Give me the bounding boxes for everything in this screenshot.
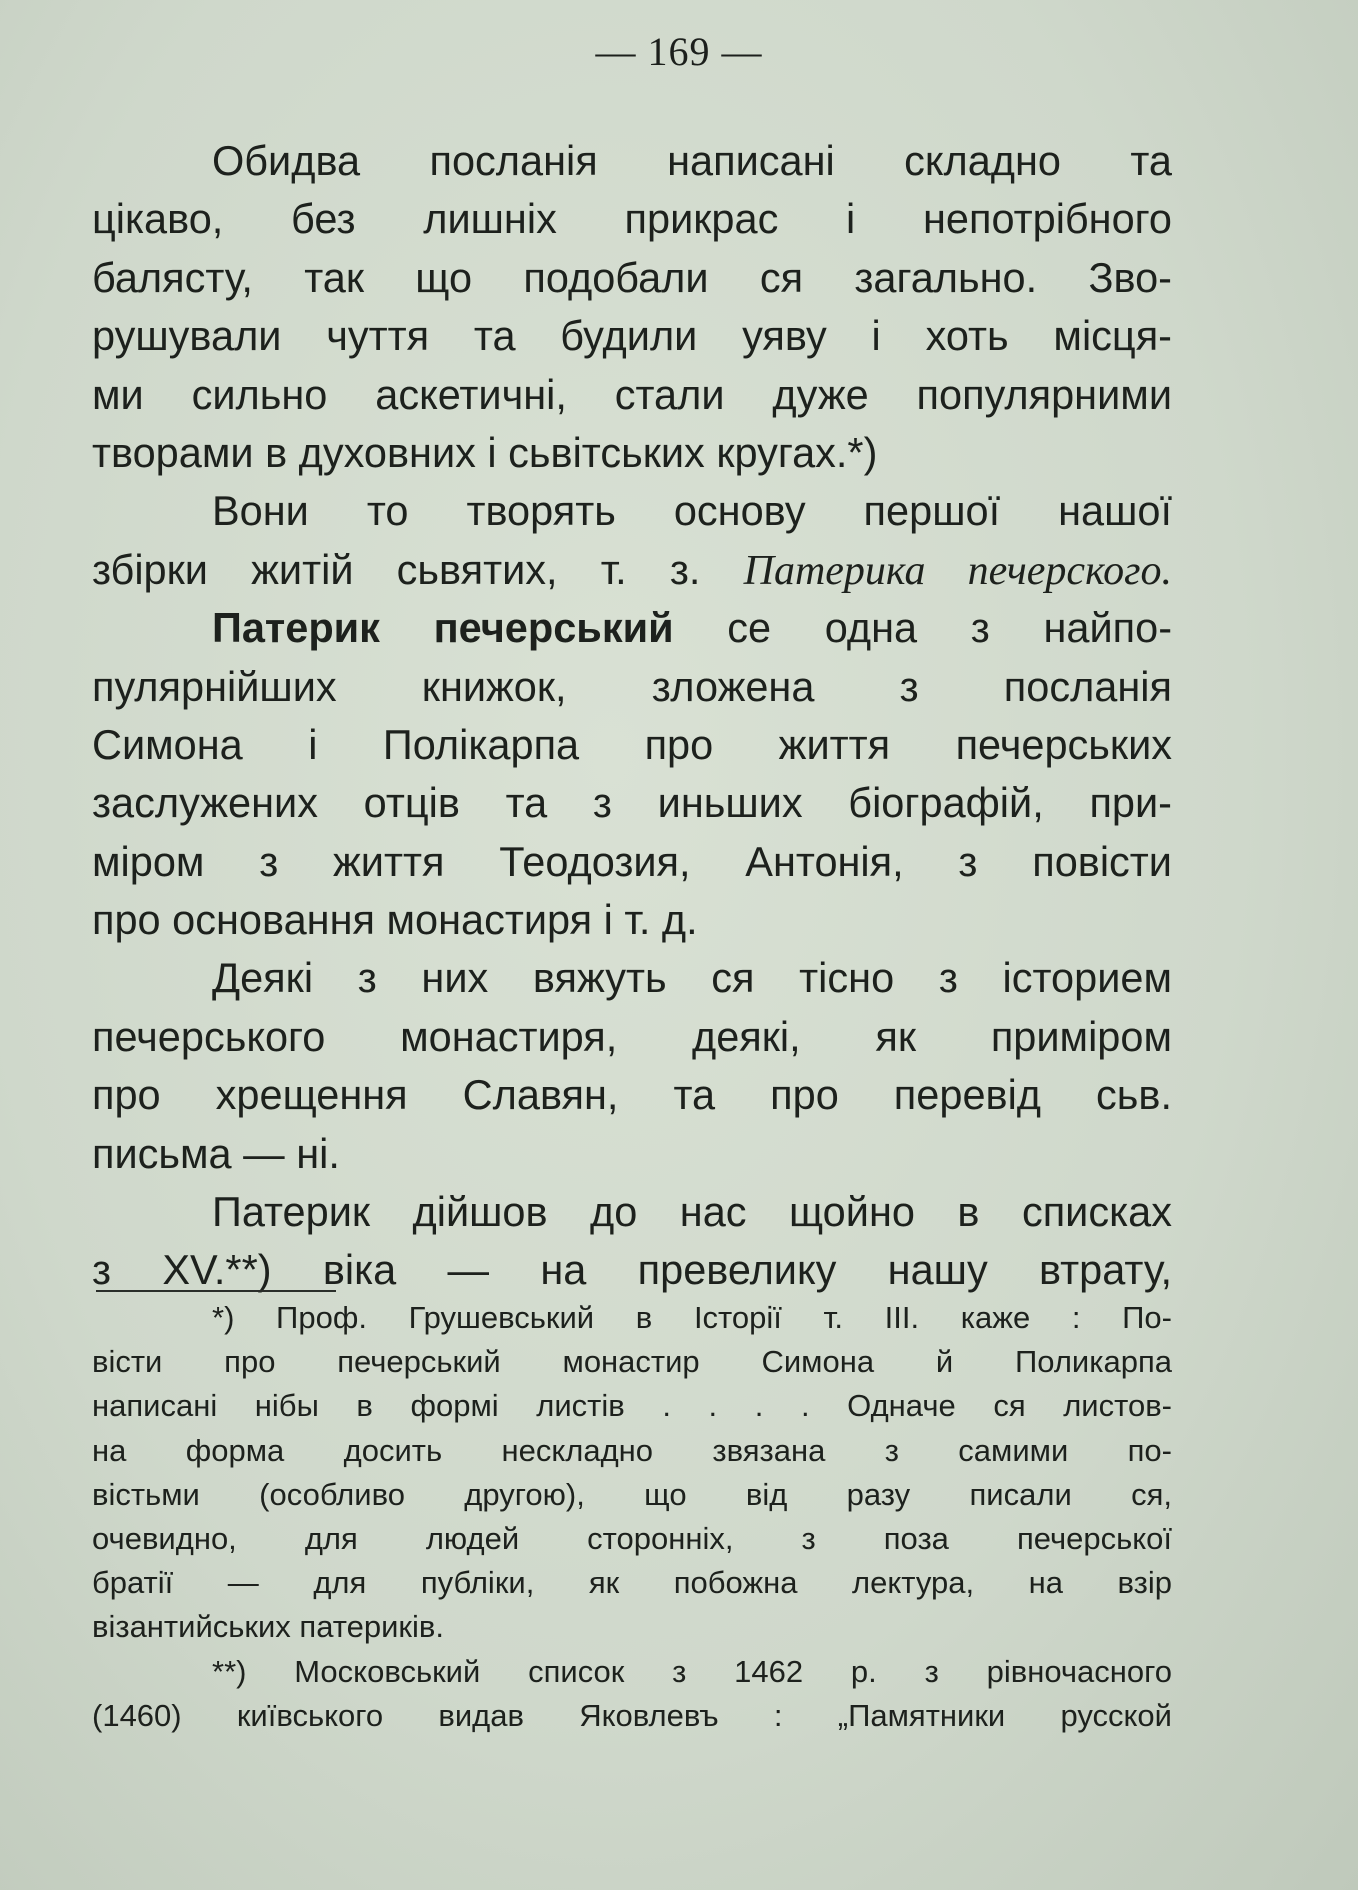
footnote-line: на форма досить нескладно звязана з самими по- — [92, 1432, 1172, 1468]
footnotes — [92, 1296, 1172, 1738]
text-line: Патерик дійшов до нас щойно в списках — [212, 1188, 1172, 1236]
footnote-line: візантийських патериків. — [92, 1609, 444, 1645]
footnote-line: (1460) київського видав Яковлевъ : „Памятники русской — [92, 1697, 1172, 1733]
text-line — [92, 599, 1172, 657]
text-line: Симона і Полікарпа про життя печерських — [92, 720, 1172, 768]
text-line: міром з життя Теодозия, Антонія, з повісти — [92, 837, 1172, 885]
footnote-line: написані нібы в формі листів . . . . Одначе ся листов- — [92, 1388, 1172, 1424]
footnote-line: вісти про печерський монастир Симона й Поликарпа — [92, 1344, 1172, 1380]
footnote-line: **) Московський список з 1462 р. з рівночасного — [212, 1653, 1172, 1689]
text-line: печерського монастиря, деякі, як приміром — [92, 1012, 1172, 1060]
footnote-line: *) Проф. Грушевський в Історії т. III. каже : По- — [212, 1300, 1172, 1335]
text-line: цікаво, без лишніх прикрас і непотрібного — [92, 195, 1172, 243]
footnote-line: вістьми (особливо другою), що від разу писали ся, — [92, 1476, 1172, 1512]
italic-title: Патерика печерского. — [743, 547, 1172, 594]
text-line: пулярнійших книжок, зложена з посланія — [92, 662, 1172, 710]
text-fragment: збірки житій сьвятих, т. з. — [92, 545, 701, 593]
footnote-divider — [96, 1290, 336, 1292]
text-line: з XV.**) віка — на превелику нашу втрату, — [92, 1246, 1172, 1294]
text-fragment: се одна з найпо- — [727, 604, 1173, 652]
text-line — [92, 541, 1172, 599]
text-line: про основання монастиря і т. д. — [92, 896, 698, 944]
text-line: письма — ні. — [92, 1129, 340, 1177]
text-line: Деякі з них вяжуть ся тісно з історием — [212, 954, 1172, 1002]
footnote-line: братії — для публіки, як побожна лектура, на взір — [92, 1565, 1172, 1601]
text-line: заслужених отців та з иньших біографій, при- — [92, 779, 1172, 827]
text-line: творами в духовних і сьвітських кругах.*) — [92, 428, 878, 476]
page-number: — 169 — — [595, 29, 763, 74]
text-line: ми сильно аскетичні, стали дуже популярними — [92, 370, 1172, 418]
text-line: балясту, так що подобали ся загально. Зво- — [92, 253, 1172, 301]
main-text — [92, 132, 1172, 1300]
text-line: про хрещення Славян, та про перевід сьв. — [92, 1071, 1172, 1119]
bold-heading: Патерик печерський — [212, 604, 674, 652]
text-line: рушували чуття та будили уяву і хоть місця- — [92, 312, 1172, 360]
text-line: Вони то творять основу першої нашої — [212, 487, 1172, 535]
footnote-line: очевидно, для людей сторонніх, з поза печерської — [92, 1520, 1172, 1556]
text-line: Обидва посланія написані складно та — [212, 137, 1172, 184]
